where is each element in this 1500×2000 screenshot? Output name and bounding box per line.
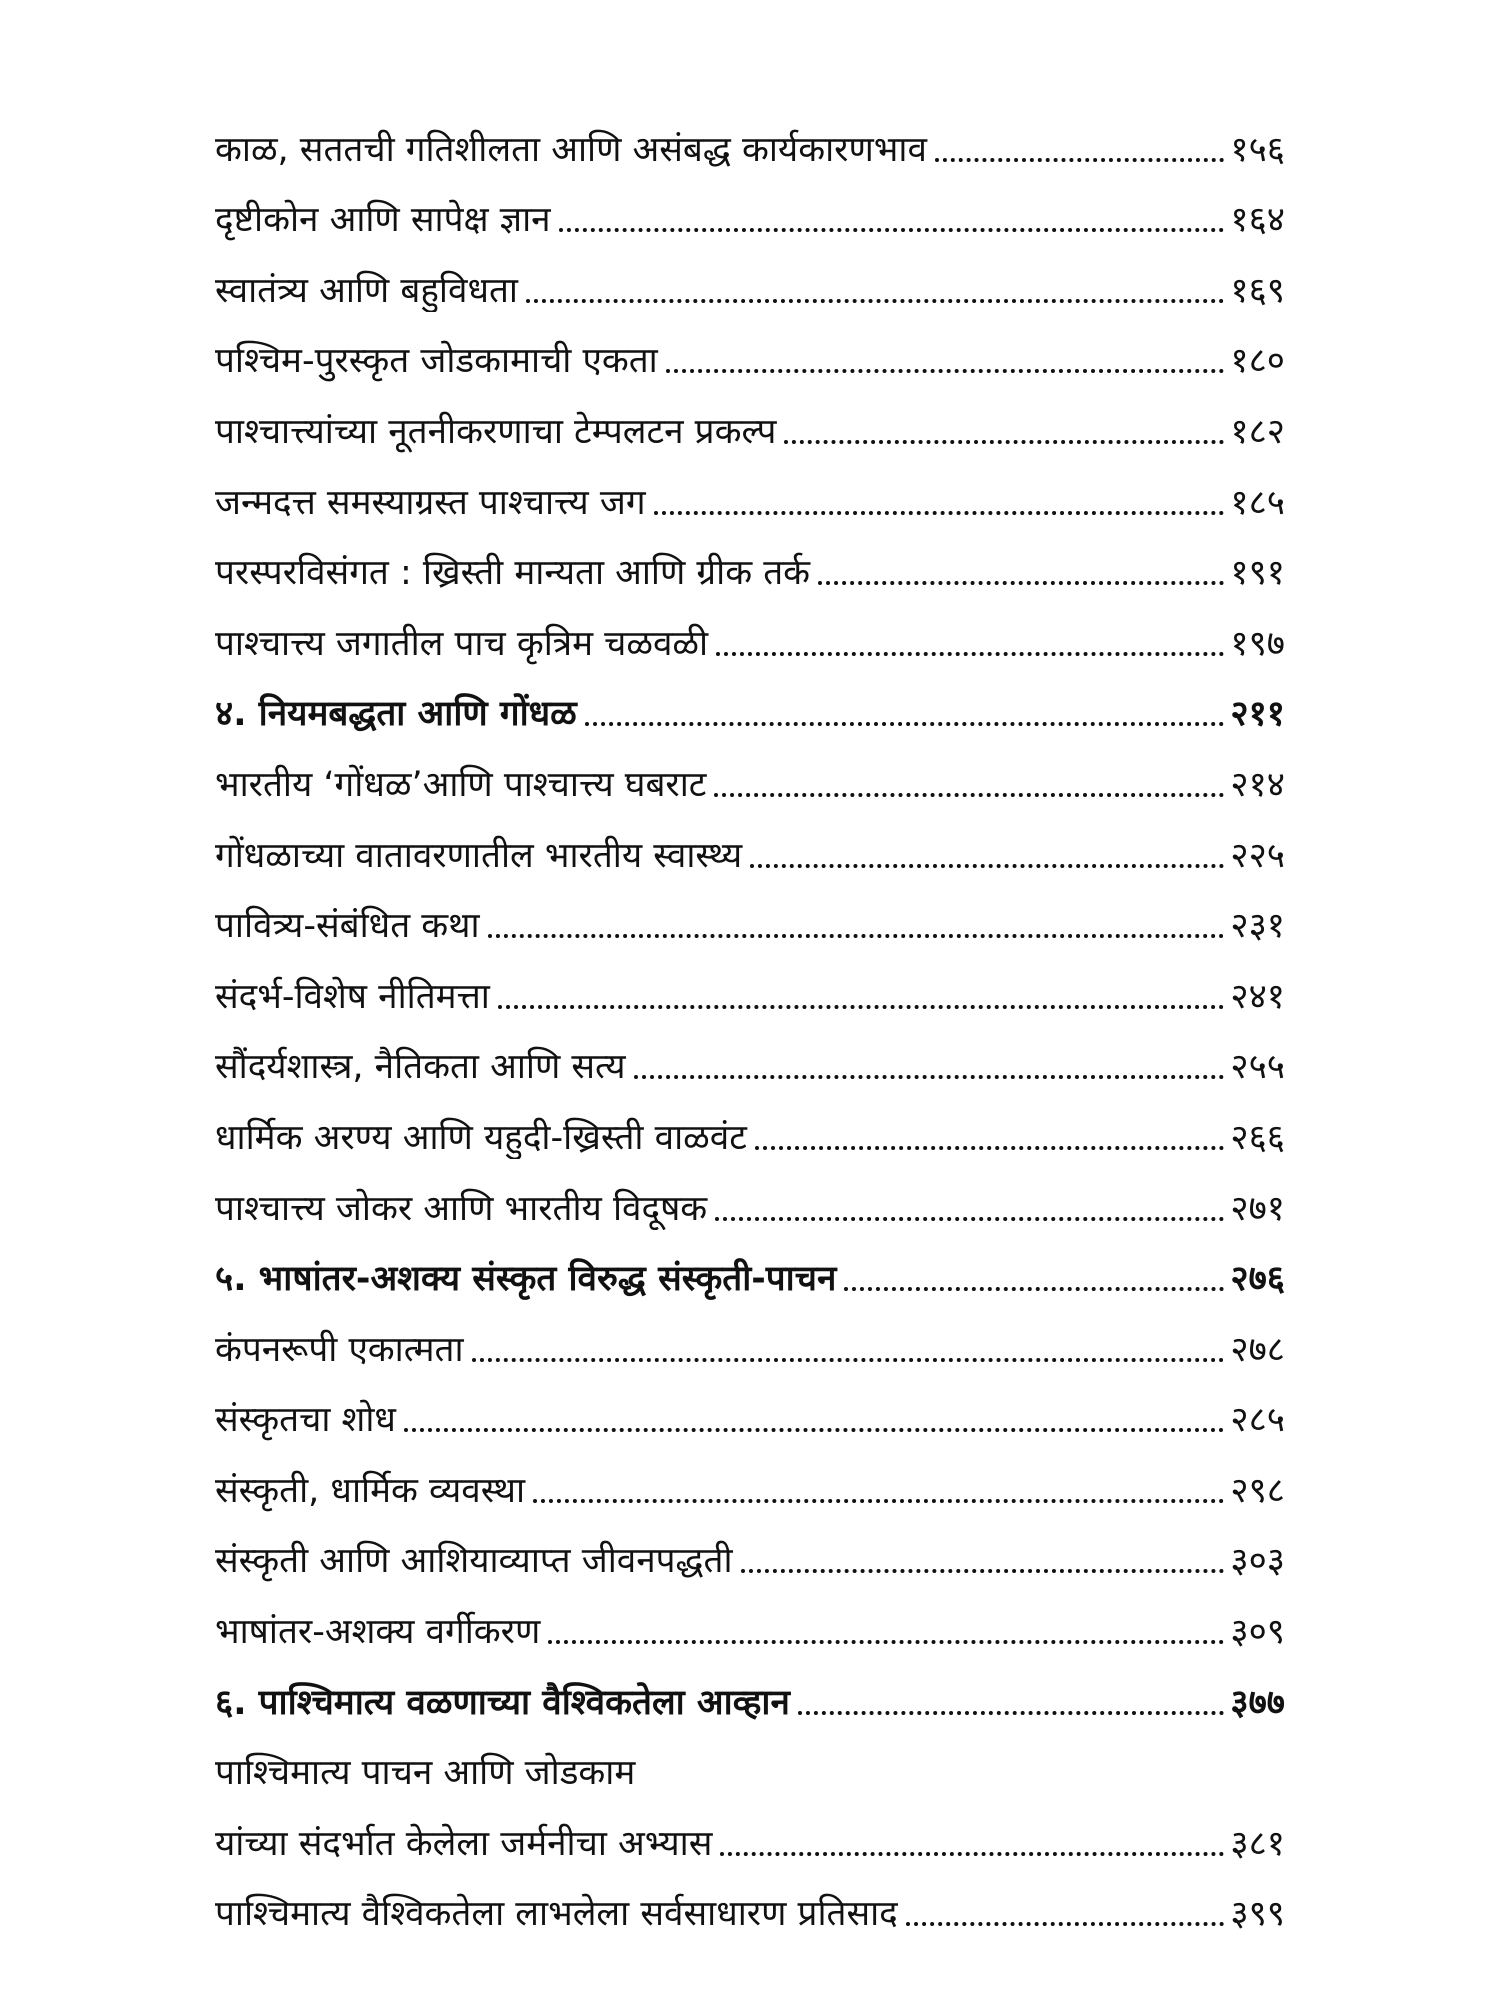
entry-title: ५. भाषांतर-अशक्य संस्कृत विरुद्ध संस्कृती-पाचन: [215, 1259, 837, 1300]
toc-entry: [215, 806, 1285, 877]
toc-entry: [215, 241, 1285, 312]
entry-title: परस्परविसंगत : ख्रिस्ती मान्यता आणि ग्रीक तर्क: [215, 553, 811, 594]
entry-title: संस्कृती, धार्मिक व्यवस्था: [215, 1470, 526, 1511]
chapter-heading: [215, 665, 1285, 736]
toc-entry: [215, 735, 1285, 806]
toc-entry: [215, 1865, 1285, 1936]
toc-entry: [215, 453, 1285, 524]
page-number: २८५: [1230, 1400, 1285, 1441]
chapter-heading: [215, 1653, 1285, 1724]
page-number: २११: [1230, 694, 1285, 735]
toc-entry: [215, 1512, 1285, 1583]
page-number: २७६: [1230, 1259, 1285, 1300]
entry-title: संस्कृतचा शोध: [215, 1400, 396, 1441]
dot-leader: [585, 722, 1225, 726]
page-number: २१४: [1230, 764, 1285, 805]
dot-leader: [526, 299, 1224, 303]
entry-title: स्वातंत्र्य आणि बहुविधता: [215, 270, 518, 311]
page-number: १५६: [1230, 129, 1285, 170]
page-number: १८०: [1230, 341, 1285, 382]
toc-entry: [215, 171, 1285, 242]
toc-entry: [215, 594, 1285, 665]
toc-entry: [215, 1159, 1285, 1230]
page-number: २७८: [1230, 1329, 1285, 1370]
page-number: ३०३: [1230, 1541, 1285, 1582]
page-number: २७१: [1230, 1188, 1285, 1229]
dot-leader: [844, 1287, 1224, 1291]
entry-title: पाश्चिमात्य वैश्विकतेला लाभलेला सर्वसाधारण प्रतिसाद: [215, 1894, 898, 1935]
dot-leader: [654, 511, 1225, 515]
toc-entry: [215, 382, 1285, 453]
dot-leader: [488, 934, 1225, 938]
entry-title: सौंदर्यशास्त्र, नैतिकता आणि सत्य: [215, 1047, 626, 1088]
dot-leader: [750, 864, 1224, 868]
dot-leader: [798, 1711, 1224, 1715]
dot-leader: [720, 1852, 1224, 1856]
dot-leader: [548, 1640, 1224, 1644]
entry-title: यांच्या संदर्भात केलेला जर्मनीचा अभ्यास: [215, 1823, 713, 1864]
toc-entry: [215, 100, 1285, 171]
dot-leader: [716, 652, 1224, 656]
page-number: १६९: [1230, 270, 1285, 311]
toc-entry: [215, 524, 1285, 595]
dot-leader: [559, 228, 1225, 232]
page-number: १८२: [1230, 411, 1285, 452]
entry-title: संस्कृती आणि आशियाव्याप्त जीवनपद्धती: [215, 1541, 733, 1582]
dot-leader: [533, 1499, 1224, 1503]
dot-leader: [634, 1075, 1225, 1079]
entry-title: काळ, सततची गतिशीलता आणि असंबद्ध कार्यकारणभाव: [215, 129, 927, 170]
entry-title: पावित्र्य-संबंधित कथा: [215, 906, 480, 947]
entry-title: पाश्चिमात्य पाचन आणि जोडकाम: [215, 1753, 636, 1794]
entry-title: कंपनरूपी एकात्मता: [215, 1329, 464, 1370]
page-number: ३९९: [1230, 1894, 1285, 1935]
dot-leader: [755, 1146, 1225, 1150]
toc-entry: [215, 1794, 1285, 1865]
page-number: १६४: [1230, 200, 1285, 241]
page-number: २६६: [1230, 1117, 1285, 1158]
dot-leader: [715, 1217, 1224, 1221]
entry-title: पाश्चात्त्य जगातील पाच कृत्रिम चळवळी: [215, 623, 709, 664]
dot-leader: [498, 1005, 1225, 1009]
page-number: २९८: [1230, 1470, 1285, 1511]
entry-title: पाश्चात्त्य जोकर आणि भारतीय विदूषक: [215, 1188, 708, 1229]
toc-entry: [215, 1441, 1285, 1512]
dot-leader: [935, 158, 1224, 162]
toc-entry: [215, 1724, 1285, 1795]
toc-entry: [215, 1018, 1285, 1089]
dot-leader: [714, 793, 1224, 797]
entry-title: जन्मदत्त समस्याग्रस्त पाश्चात्त्य जग: [215, 482, 646, 523]
entry-title: भारतीय ‘गोंधळ’आणि पाश्चात्त्य घबराट: [215, 764, 707, 805]
entry-title: पाश्चात्त्यांच्या नूतनीकरणाचा टेम्पलटन प्रकल्प: [215, 411, 777, 452]
dot-leader: [784, 440, 1224, 444]
chapter-heading: [215, 1230, 1285, 1301]
dot-leader: [906, 1922, 1225, 1926]
page-number: १८५: [1230, 482, 1285, 523]
entry-title: दृष्टीकोन आणि सापेक्ष ज्ञान: [215, 200, 551, 241]
page-number: ३७७: [1230, 1682, 1285, 1723]
dot-leader: [818, 581, 1224, 585]
page-number: २२५: [1230, 835, 1285, 876]
page-number: ३८१: [1230, 1823, 1285, 1864]
page-number: २३१: [1230, 906, 1285, 947]
page-number: २५५: [1230, 1047, 1285, 1088]
toc-entry: [215, 947, 1285, 1018]
toc-entry: [215, 877, 1285, 948]
toc-entry: [215, 1582, 1285, 1653]
entry-title: ४. नियमबद्धता आणि गोंधळ: [215, 694, 577, 735]
page-number: २४१: [1230, 976, 1285, 1017]
toc-entry: [215, 1300, 1285, 1371]
dot-leader: [666, 369, 1225, 373]
entry-title: गोंधळाच्या वातावरणातील भारतीय स्वास्थ्य: [215, 835, 743, 876]
table-of-contents: [215, 100, 1285, 1935]
page-number: ३०९: [1230, 1612, 1285, 1653]
entry-title: संदर्भ-विशेष नीतिमत्ता: [215, 976, 490, 1017]
entry-title: ६. पाश्चिमात्य वळणाच्या वैश्विकतेला आव्हान: [215, 1682, 790, 1723]
toc-entry: [215, 1088, 1285, 1159]
entry-title: पश्चिम-पुरस्कृत जोडकामाची एकता: [215, 341, 658, 382]
dot-leader: [472, 1358, 1225, 1362]
entry-title: धार्मिक अरण्य आणि यहुदी-ख्रिस्ती वाळवंट: [215, 1117, 747, 1158]
toc-entry: [215, 312, 1285, 383]
dot-leader: [404, 1428, 1224, 1432]
dot-leader: [741, 1569, 1225, 1573]
toc-entry: [215, 1371, 1285, 1442]
page-number: १९१: [1230, 553, 1285, 594]
entry-title: भाषांतर-अशक्य वर्गीकरण: [215, 1612, 541, 1653]
page-number: १९७: [1230, 623, 1285, 664]
